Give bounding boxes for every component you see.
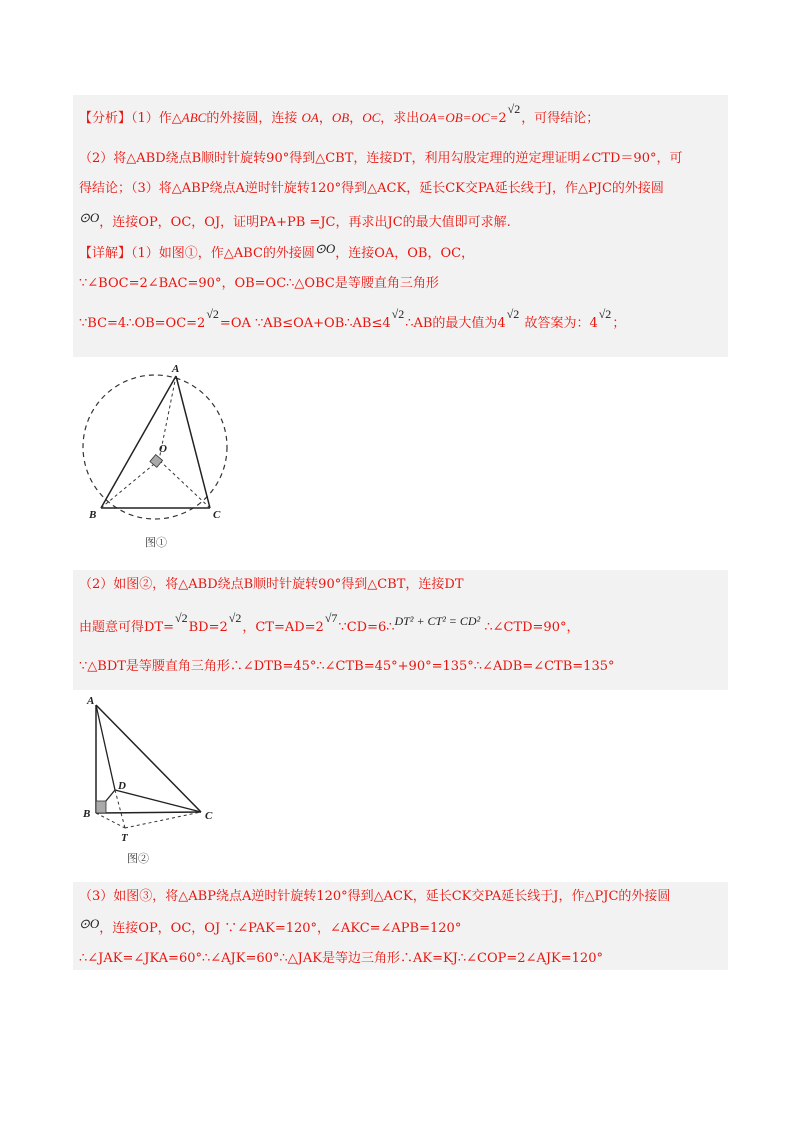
text: 的外接圆，连接 (206, 111, 298, 126)
caption-fig2: 图② (127, 853, 149, 865)
label-d: D (118, 780, 126, 792)
segment-dc (115, 790, 201, 812)
rotation-diagram (73, 693, 248, 870)
text: ，可得结论； (521, 111, 600, 126)
text: ，求出 (380, 111, 420, 126)
analysis-line-1: 【分析】（1）作△ABC的外接圆，连接 OA，OB，OC，求出OA=OB=OC=2√2，可得结论； (79, 102, 600, 126)
segment-ac (176, 376, 210, 508)
sqrt (392, 305, 405, 323)
segment-dt (115, 790, 125, 828)
detail-line-3 (79, 307, 626, 333)
part3-line-2 (79, 916, 462, 938)
analysis-line-4 (79, 210, 511, 232)
segment-bc (96, 812, 201, 813)
detail-tag: 【详解】 (79, 246, 132, 261)
text: ∵BC=4∴OB=OC=2 (79, 316, 206, 331)
sqrt (229, 609, 242, 627)
right-angle-mark (96, 801, 106, 813)
part3-line-3: ∴∠JAK=∠JKA=60°∴∠AJK=60°∴△JAK是等边三角形∴AK=KJ∴∠COP=2∠AJK=120° (79, 951, 603, 966)
text: ∴∠CTD=90°， (484, 620, 580, 635)
segment-ad (96, 705, 115, 790)
segment-tc (125, 812, 201, 828)
text: （1）如图①，作△ABC的外接圆 (131, 246, 315, 261)
label-c: C (213, 509, 221, 521)
text: ，连接OP，OC，OJ ∵∠PAK=120°，∠AKC=∠APB=120° (99, 921, 462, 936)
figure-2 (73, 693, 248, 870)
text: ； (612, 316, 626, 331)
detail-line-2: ∵∠BOC=2∠BAC=90°，OB=OC∴△OBC是等腰直角三角形 (79, 276, 439, 291)
text: OC (362, 110, 381, 125)
label-b: B (89, 509, 97, 521)
text: ABC (181, 110, 207, 125)
analysis-line-2: （2）将△ABD绕点B顺时针旋转90°得到△CBT，连接DT，利用勾股定理的逆定理证明∠CTD＝90°，可 (79, 151, 683, 166)
text: 故答案为：4 (524, 316, 598, 331)
label-o: O (159, 443, 167, 455)
part2-block (73, 570, 728, 690)
label-t: T (121, 832, 128, 844)
text: √2 (228, 611, 242, 625)
text: ⊙O (314, 241, 336, 256)
circumcircle (83, 375, 227, 519)
detail-line-1 (79, 241, 475, 263)
text: （1）作△ (131, 111, 182, 126)
text: √7 (324, 611, 338, 625)
text: √2 (506, 307, 520, 321)
sqrt (507, 305, 520, 323)
part2-line-2 (79, 611, 580, 637)
sqrt (175, 609, 188, 627)
sqrt (206, 305, 219, 323)
caption-fig1: 图① (145, 537, 167, 549)
text: =OA ∵AB≤OA+OB∴AB≤4 (219, 316, 391, 331)
analysis-line-3: 得结论；（3）将△ABP绕点A逆时针旋转120°得到△ACK，延长CK交PA延长线于J，作△PJC的外接圆 (79, 181, 664, 196)
sqrt (599, 305, 612, 323)
part3-block (73, 882, 728, 970)
text: √2 (598, 307, 612, 321)
text: 由题意可得DT= (79, 620, 174, 635)
segment-oc (159, 460, 210, 508)
label-a: A (172, 363, 180, 375)
analysis-block (73, 95, 728, 357)
text: ，连接OP，OC，OJ，证明PA+PB =JC，再求出JC的最大值即可求解. (99, 215, 511, 230)
text: √2 (507, 102, 521, 116)
part2-line-1: （2）如图②，将△ABD绕点B顺时针旋转90°得到△CBT，连接DT (79, 577, 464, 592)
part2-line-3: ∵△BDT是等腰直角三角形∴∠DTB=45°∴∠CTB=45°+90°=135°∴∠ADB=∠CTB=135° (79, 659, 615, 674)
text: BD=2 (188, 620, 228, 635)
part3-line-1: （3）如图③，将△ABP绕点A逆时针旋转120°得到△ACK，延长CK交PA延长线于J，作△PJC的外接圆 (79, 889, 671, 904)
text: ∴AB的最大值为4 (405, 316, 506, 331)
text: √2 (175, 611, 188, 625)
label-b: B (83, 808, 91, 820)
segment-ob (101, 460, 159, 508)
figure-1 (73, 360, 243, 555)
text: OA=OB=OC= (419, 110, 499, 125)
text: 2 (498, 111, 507, 126)
text: √2 (391, 307, 405, 321)
analysis-tag: 【分析】 (79, 111, 132, 126)
pythagoras-equation: DT² + CT² = CD² (394, 614, 481, 628)
label-a: A (87, 695, 95, 707)
circle-o-symbol: ⊙O (79, 210, 100, 225)
text: √2 (206, 307, 219, 321)
text: ，连接OA，OB，OC， (335, 246, 475, 261)
label-c: C (205, 810, 213, 822)
segment-ab (101, 376, 176, 508)
text: ，CT=AD=2 (242, 620, 324, 635)
text: OB (331, 110, 350, 125)
circumcircle-diagram (73, 360, 243, 555)
sqrt-2 (508, 100, 521, 118)
text: ∵CD=6∴ (338, 620, 395, 635)
segment-ac (96, 705, 201, 812)
sqrt (325, 609, 338, 627)
segment-bt (96, 813, 125, 828)
text: ⊙O (79, 916, 100, 931)
text: OA (301, 110, 319, 125)
